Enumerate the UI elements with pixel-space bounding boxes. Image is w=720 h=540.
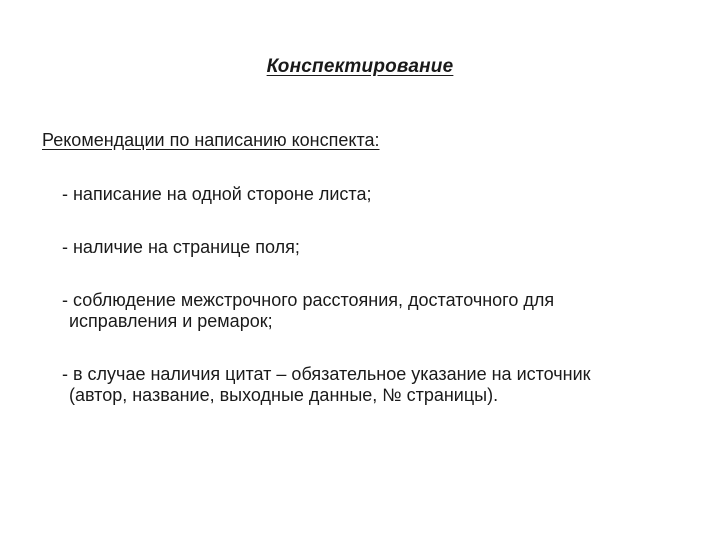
list-item-continuation: (автор, название, выходные данные, № страницы).: [69, 385, 499, 405]
list-item-text: - наличие на странице поля;: [62, 237, 300, 257]
list-item-text: - соблюдение межстрочного расстояния, достаточного для: [62, 290, 555, 310]
list-item-text: - в случае наличия цитат – обязательное указание на источник: [62, 364, 591, 384]
list-item: [62, 290, 702, 332]
recommendations-heading: Рекомендации по написанию конспекта:: [42, 130, 380, 150]
list-item: [62, 364, 702, 406]
page-title: Конспектирование: [266, 56, 454, 77]
recommendations-list: [62, 184, 702, 438]
list-item: [62, 184, 702, 205]
list-item: [62, 237, 702, 258]
list-item-continuation: исправления и ремарок;: [69, 311, 273, 331]
list-item-text: - написание на одной стороне листа;: [62, 184, 372, 204]
